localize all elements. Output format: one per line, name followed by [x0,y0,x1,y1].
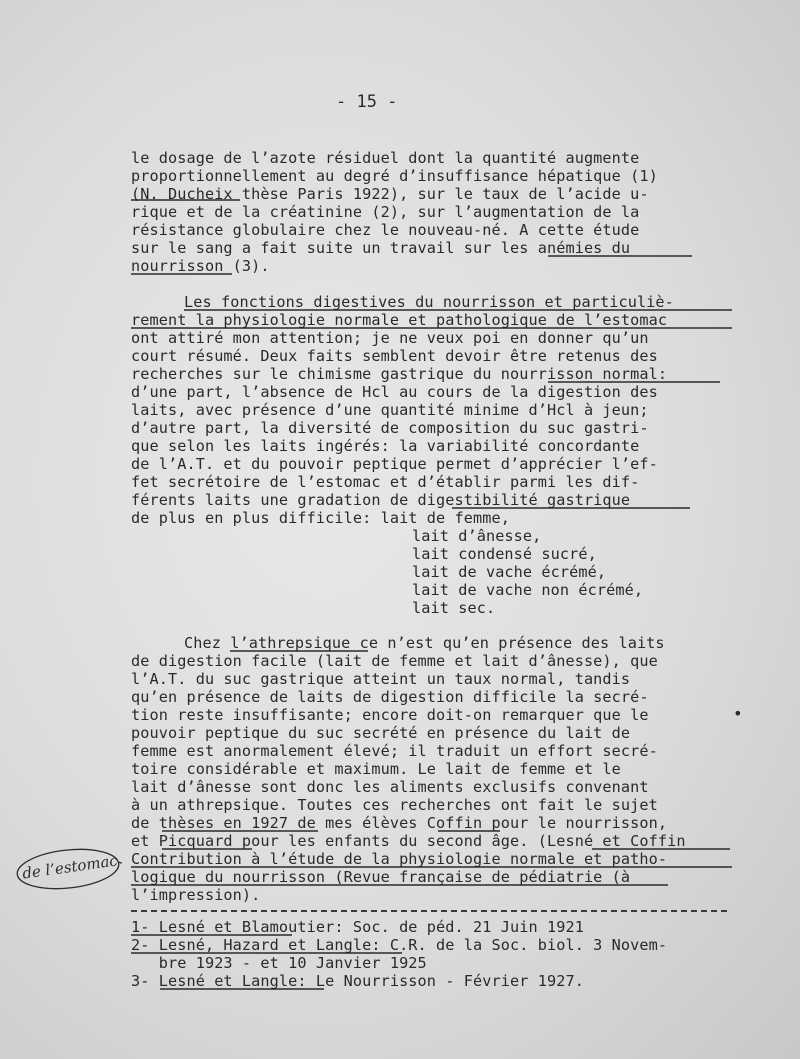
text-line: proportionnellement au degré d’insuffisance hépatique (1) [131,167,658,185]
stray-mark: • [733,704,743,723]
text-line: de thèses en 1927 de mes élèves Coffin pour le nourrisson, [131,814,668,832]
text-line: férents laits une gradation de digestibilité gastrique [131,491,631,509]
list-item: lait d’ânesse, [412,527,542,545]
text-line: court résumé. Deux faits semblent devoir être retenus des [131,347,658,365]
text-line: de digestion facile (lait de femme et lait d’ânesse), que [131,652,658,670]
text-line: et Picquard pour les enfants du second âge. (Lesné et Coffin [131,832,686,850]
footnote: 2- Lesné, Hazard et Langle: C.R. de la Soc. biol. 3 Novem- [131,936,668,954]
page-number: - 15 - [336,92,398,112]
list-item: lait de vache non écrémé, [412,581,644,599]
text-line: logique du nourrisson (Revue française de pédiatrie (à [131,868,631,886]
text-line: Chez l’athrepsique ce n’est qu’en présence des laits [184,634,665,652]
text-line: ont attiré mon attention; je ne veux poi en donner qu’un [131,329,649,347]
text-line: l’A.T. du suc gastrique atteint un taux normal, tandis [131,670,631,688]
text-line: recherches sur le chimisme gastrique du nourrisson normal: [131,365,668,383]
text-line: pouvoir peptique du suc secrété en présence du lait de [131,724,631,742]
text-line: femme est anormalement élevé; il traduit un effort secré- [131,742,658,760]
text-line: qu’en présence de laits de digestion difficile la secré- [131,688,649,706]
text-line: résistance globulaire chez le nouveau-né. A cette étude [131,221,640,239]
footnote: 1- Lesné et Blamoutier: Soc. de péd. 21 Juin 1921 [131,918,584,936]
text-line: lait d’ânesse sont donc les aliments exclusifs convenant [131,778,649,796]
text-line: fet secrétoire de l’estomac et d’établir parmi les dif- [131,473,640,491]
list-item: lait de vache écrémé, [412,563,607,581]
text-line: Contribution à l’étude de la physiologie normale et patho- [131,850,668,868]
list-item: lait condensé sucré, [412,545,597,563]
text-line: sur le sang a fait suite un travail sur les anémies du [131,239,631,257]
text-line: laits, avec présence d’une quantité minime d’Hcl à jeun; [131,401,649,419]
footnote: bre 1923 - et 10 Janvier 1925 [131,954,427,972]
text-line: toire considérable et maximum. Le lait de femme et le [131,760,621,778]
text-line: de plus en plus difficile: lait de femme, [131,509,510,527]
text-line: l’impression). [131,886,261,904]
footnote-separator [131,910,727,912]
margin-note: de l’estomac [21,851,119,883]
text-line: d’autre part, la diversité de composition du suc gastri- [131,419,649,437]
text-line: rique et de la créatinine (2), sur l’augmentation de la [131,203,640,221]
text-line: à un athrepsique. Toutes ces recherches ont fait le sujet [131,796,658,814]
text-line: le dosage de l’azote résiduel dont la quantité augmente [131,149,640,167]
text-line: Les fonctions digestives du nourrisson et particuliè- [184,293,674,311]
list-item: lait sec. [412,599,496,617]
text-line: (N. Ducheix thèse Paris 1922), sur le taux de l’acide u- [131,185,649,203]
text-line: d’une part, l’absence de Hcl au cours de la digestion des [131,383,658,401]
text-line: rement la physiologie normale et pathologique de l’estomac [131,311,668,329]
text-line: nourrisson (3). [131,257,270,275]
text-line: tion reste insuffisante; encore doit-on remarquer que le [131,706,649,724]
text-line: de l’A.T. et du pouvoir peptique permet d’apprécier l’ef- [131,455,658,473]
footnote: 3- Lesné et Langle: Le Nourrisson - Février 1927. [131,972,584,990]
text-line: que selon les laits ingérés: la variabilité concordante [131,437,640,455]
